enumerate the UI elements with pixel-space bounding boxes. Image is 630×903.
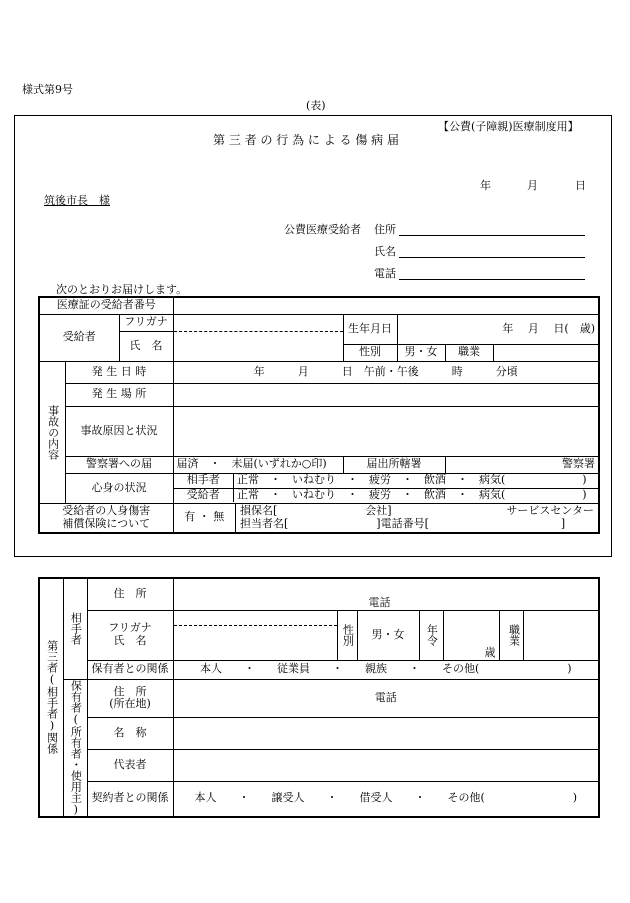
insurance-label-line2: 補償保険について [62, 516, 151, 530]
condition-other-label: 相手者 [174, 474, 234, 488]
furigana-label: フリガナ [119, 314, 173, 331]
place-label: 発 生 場 所 [65, 383, 173, 406]
date-day: 日 [575, 179, 586, 192]
condition-recipient-options[interactable]: 正常 ・ いねむり ・ 疲労 ・ 飲酒 ・ 病気( ) [237, 488, 587, 501]
insurance-options[interactable]: 有 ・ 無 [174, 504, 236, 532]
addressee: 筑後市長 様 [44, 194, 110, 207]
owner-address-field[interactable] [173, 679, 599, 717]
intro-text: 次のとおりお届けします。 [56, 283, 188, 296]
form-number: 様式第9号 [22, 83, 73, 96]
name-label: 氏名 [374, 245, 396, 258]
holder-rel-options[interactable]: 本人 ・ 従業員 ・ 親族 ・ その他( ) [173, 660, 599, 679]
form-title: 第 三 者 の 行 為 に よ る 傷 病 届 [213, 133, 399, 147]
applicant-label: 公費医療受給者 [284, 223, 361, 236]
insurance-person[interactable]: 担当者名[ ]電話番号[ ] [240, 516, 566, 530]
name-label: 氏 名 [119, 331, 173, 361]
cert-no-field[interactable] [173, 297, 599, 314]
name-line[interactable] [399, 257, 585, 258]
contract-rel-label: 契約者との関係 [87, 781, 173, 816]
aite-furigana-label: フリガナ [108, 621, 152, 635]
category-label: 【公費(子障親)医療制度用】 [438, 120, 579, 133]
accident-label: 事故の内容 [39, 361, 65, 503]
side-label: (表) [306, 99, 326, 112]
police-options[interactable]: 届済 ・ 未届(いずれか○印) [173, 456, 343, 473]
cert-no-label: 医療証の受給者番号 [39, 297, 173, 314]
aite-label: 相手者 [63, 578, 87, 679]
aite-job-label: 職業 [499, 610, 523, 660]
aite-age-label: 年令 [419, 610, 443, 660]
sex-options[interactable]: 男・女 [397, 344, 445, 361]
cause-field[interactable] [173, 406, 599, 456]
third-party-table [38, 577, 600, 818]
birth-label: 生年月日 [343, 314, 397, 344]
recipient-label: 受給者 [39, 314, 119, 361]
owner-name-label: 名 称 [87, 717, 173, 749]
cause-label: 事故原因と状況 [65, 406, 173, 456]
address-line[interactable] [399, 235, 585, 236]
birth-field[interactable]: 年 月 日( 歳) [397, 314, 599, 344]
recipient-table [38, 296, 600, 534]
datetime-field[interactable]: 年 月 日 午前・午後 時 分頃 [173, 361, 599, 383]
owner-phone-label: 電話 [374, 690, 397, 704]
owner-address-line2: (所在地) [109, 697, 151, 711]
date-year: 年 [480, 179, 491, 192]
insurance-label-line1: 受給者の人身傷害 [62, 504, 151, 518]
address-label: 住所 [374, 223, 396, 236]
third-party-label: 第三者(相手者)関係 [39, 578, 63, 817]
contract-rel-options[interactable]: 本人 ・ 譲受人 ・ 借受人 ・ その他( ) [173, 781, 599, 816]
condition-recipient-label: 受給者 [174, 488, 234, 502]
aite-name-label [87, 610, 173, 660]
aite-age-unit: 歳 [484, 645, 496, 659]
rep-label: 代表者 [87, 749, 173, 781]
aite-name-sub: 氏 名 [113, 634, 147, 647]
owner-address-line1: 住 所 [113, 684, 147, 698]
owner-name-field[interactable] [173, 717, 599, 749]
insurance-service: サービスセンター [506, 504, 594, 518]
job-field[interactable] [493, 344, 599, 361]
condition-label: 心身の状況 [65, 473, 173, 503]
date-month: 月 [527, 179, 538, 192]
aite-address-label: 住 所 [87, 578, 173, 610]
aite-job-field[interactable] [523, 610, 599, 660]
rep-field[interactable] [173, 749, 599, 781]
aite-sex-label: 性別 [337, 610, 357, 660]
police-label: 警察署への届 [65, 456, 173, 473]
aite-age-field[interactable] [443, 610, 499, 660]
sex-label: 性別 [343, 344, 397, 361]
aite-name-field[interactable] [173, 610, 337, 660]
owner-label: 保有者(所有者・使用主) [63, 679, 87, 817]
condition-other-options[interactable]: 正常 ・ いねむり ・ 疲労 ・ 飲酒 ・ 病気( ) [234, 474, 599, 488]
aite-phone-label: 電話 [368, 595, 391, 609]
aite-sex-options[interactable]: 男・女 [357, 610, 419, 660]
insurance-label [39, 503, 173, 533]
owner-address-label [87, 679, 173, 717]
datetime-label: 発 生 日 時 [65, 361, 173, 383]
police-office-label: 届出所轄署 [343, 456, 445, 473]
police-office-field[interactable]: 警察署 [445, 456, 599, 473]
phone-label: 電話 [374, 267, 396, 280]
furigana-field[interactable] [173, 314, 343, 331]
insurance-company[interactable]: 損保名[ 会社] [240, 504, 392, 518]
phone-line[interactable] [399, 279, 585, 280]
place-field[interactable] [173, 383, 599, 406]
name-field[interactable] [173, 331, 343, 361]
holder-rel-label: 保有者との関係 [87, 660, 173, 679]
aite-address-field[interactable] [173, 578, 599, 610]
job-label: 職業 [445, 344, 493, 361]
